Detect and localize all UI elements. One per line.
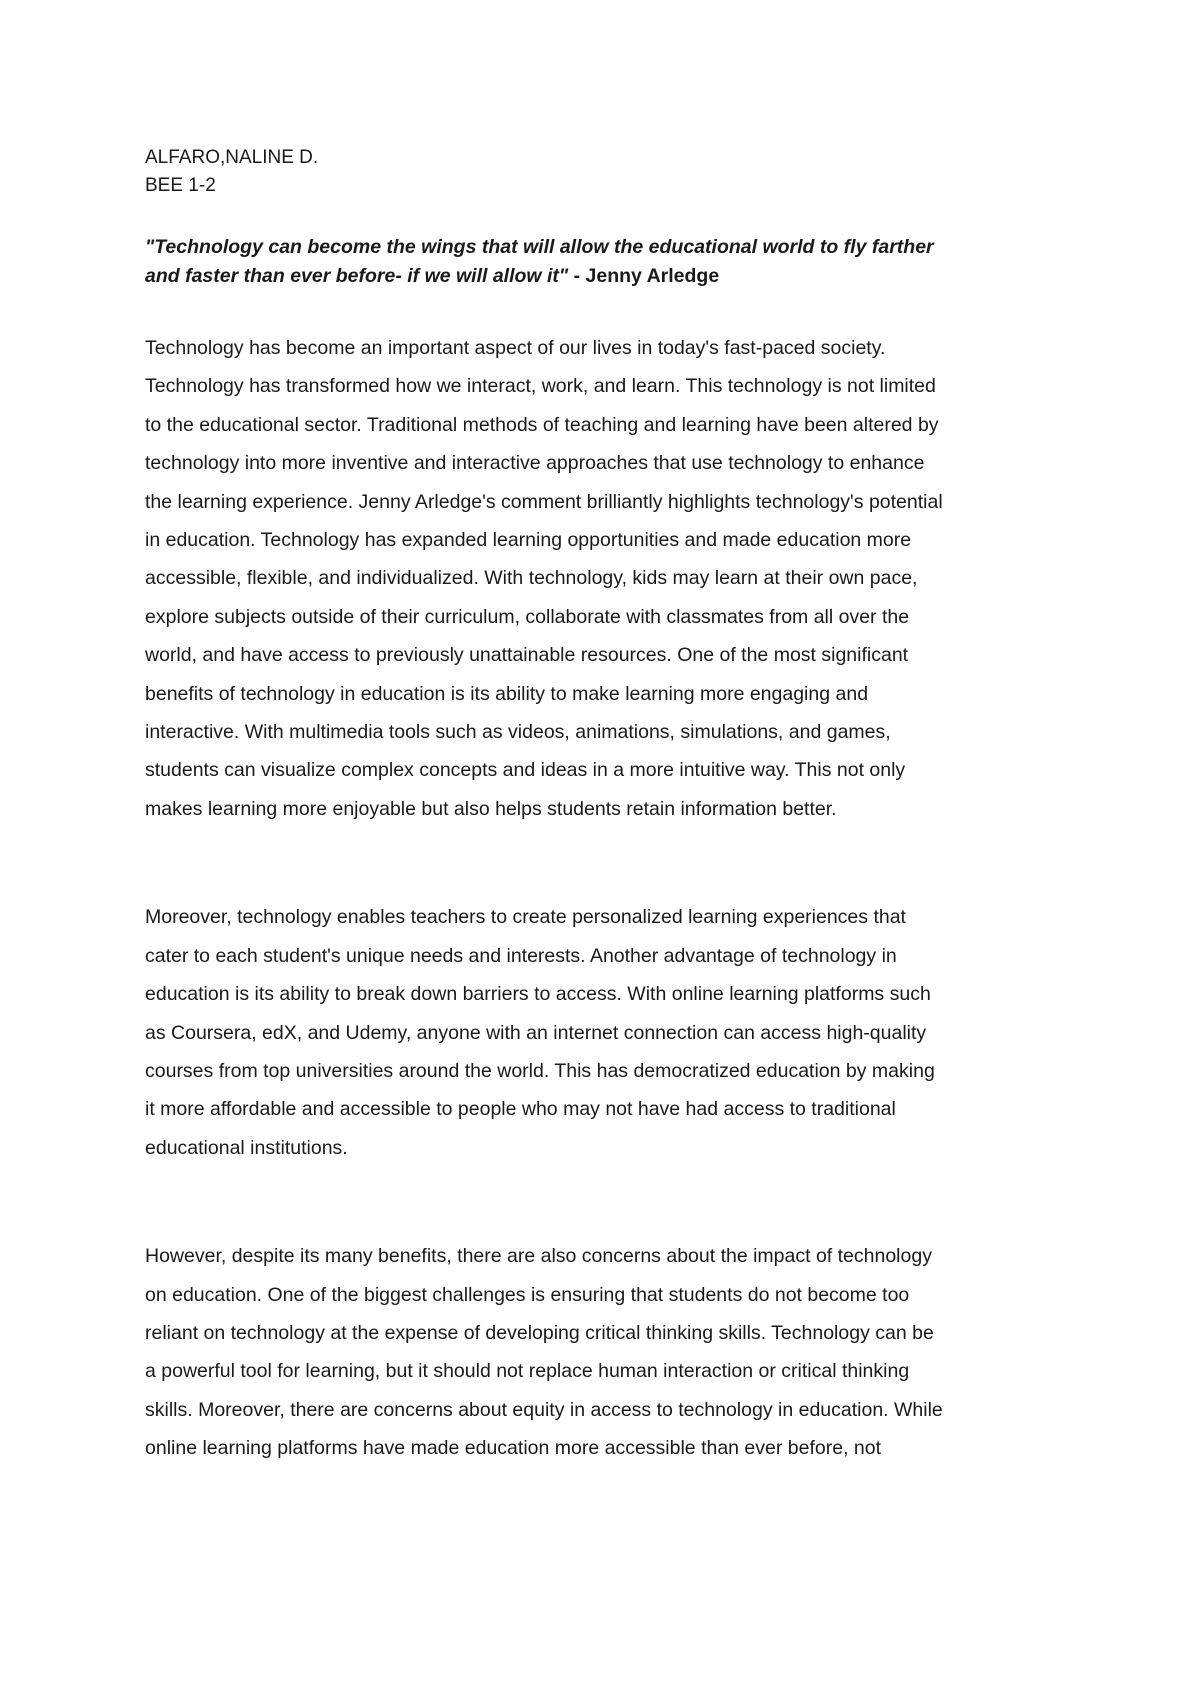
paragraph-line: makes learning more enjoyable but also helps students retain information better. [145, 797, 837, 820]
paragraph-line: Technology has become an important aspect of our lives in today's fast-paced society. [145, 337, 886, 359]
paragraph-line: to the educational sector. Traditional methods of teaching and learning have been altered by [145, 413, 939, 436]
paragraph-line: reliant on technology at the expense of developing critical thinking skills. Technology can be [145, 1321, 934, 1344]
author-name: ALFARO,NALINE D. [145, 147, 319, 168]
quote-line-2-text: and faster than ever before- if we will allow it" [145, 265, 569, 287]
paragraph-line: a powerful tool for learning, but it should not replace human interaction or critical thinking [145, 1360, 910, 1383]
paragraph-line: Technology has transformed how we interact, work, and learn. This technology is not limited [145, 375, 936, 398]
paragraph-line: benefits of technology in education is its ability to make learning more engaging and [145, 682, 869, 705]
epigraph-quote [145, 233, 1085, 291]
paragraph-line: cater to each student's unique needs and interests. Another advantage of technology in [145, 944, 897, 967]
paragraph-line: on education. One of the biggest challenges is ensuring that students do not become too [145, 1283, 910, 1306]
paragraph-line: it more affordable and accessible to people who may not have had access to traditional [145, 1098, 896, 1121]
quote-line-2 [145, 262, 1085, 291]
paragraph-3 [145, 1237, 1085, 1467]
paragraph-line: education is its ability to break down barriers to access. With online learning platforms such [145, 983, 931, 1006]
paragraph-line: skills. Moreover, there are concerns about equity in access to technology in education. While [145, 1398, 943, 1421]
paragraph-line: online learning platforms have made education more accessible than ever before, not [145, 1437, 882, 1460]
paragraph-line: in education. Technology has expanded learning opportunities and made education more [145, 529, 912, 552]
paragraph-line: educational institutions. [145, 1136, 348, 1159]
paragraph-line: as Coursera, edX, and Udemy, anyone with an internet connection can access high-quality [145, 1021, 927, 1044]
paragraph-line: accessible, flexible, and individualized. With technology, kids may learn at their own pace, [145, 567, 918, 590]
class-section: BEE 1-2 [145, 175, 216, 196]
quote-attribution: - Jenny Arledge [568, 265, 720, 287]
paragraph-line: However, despite its many benefits, there are also concerns about the impact of technology [145, 1245, 932, 1268]
paragraph-line: interactive. With multimedia tools such as videos, animations, simulations, and games, [145, 721, 891, 744]
document-page [145, 144, 1085, 1468]
paragraph-line: the learning experience. Jenny Arledge's comment brilliantly highlights technology's potential [145, 490, 943, 513]
quote-line-1: "Technology can become the wings that will allow the educational world to fly farther [145, 236, 934, 258]
paragraph-line: Moreover, technology enables teachers to create personalized learning experiences that [145, 906, 906, 929]
paragraph-line: explore subjects outside of their curriculum, collaborate with classmates from all over the [145, 605, 910, 628]
paragraph-2 [145, 898, 1085, 1167]
paragraph-line: courses from top universities around the world. This has democratized education by making [145, 1059, 935, 1082]
paragraph-line: students can visualize complex concepts and ideas in a more intuitive way. This not only [145, 759, 906, 782]
paragraph-line: technology into more inventive and interactive approaches that use technology to enhance [145, 452, 925, 475]
paragraph-1 [145, 329, 1085, 828]
paragraph-line: world, and have access to previously unattainable resources. One of the most significant [145, 644, 909, 667]
